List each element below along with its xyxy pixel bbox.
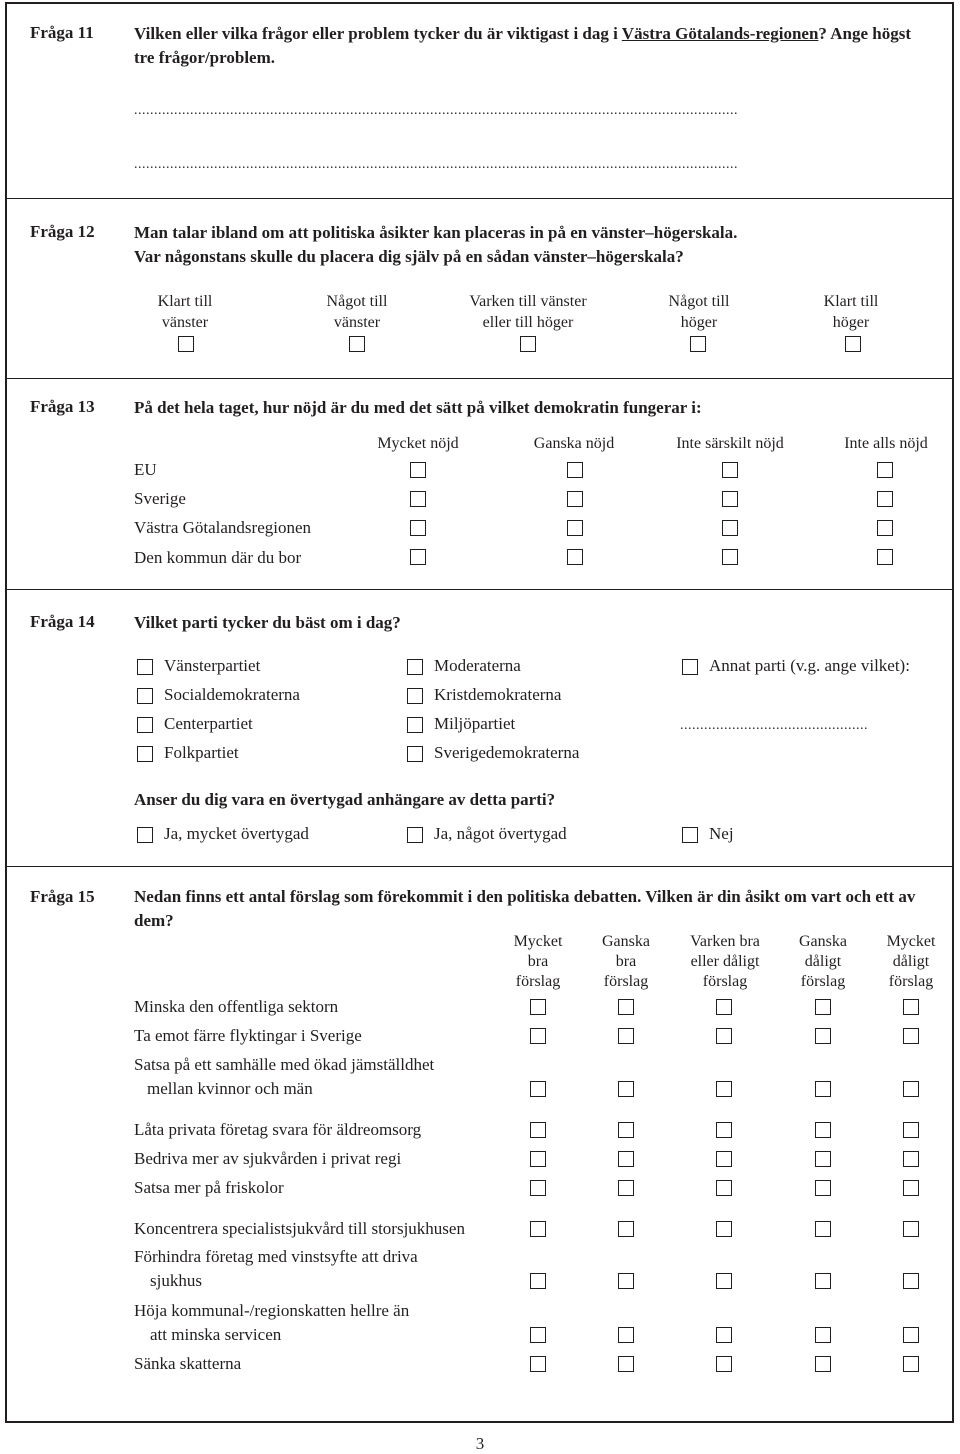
q15-checkbox[interactable] <box>618 1180 634 1196</box>
q13-checkbox[interactable] <box>877 520 893 536</box>
q15-checkbox[interactable] <box>815 1273 831 1289</box>
q12-checkbox-nagot-vanster[interactable] <box>349 336 365 352</box>
party-label: Miljöpartiet <box>434 714 516 733</box>
q13-checkbox[interactable] <box>722 462 738 478</box>
q13-checkbox[interactable] <box>567 549 583 565</box>
q15-checkbox[interactable] <box>530 1081 546 1097</box>
q15-checkbox[interactable] <box>716 999 732 1015</box>
q15-checkbox[interactable] <box>903 1081 919 1097</box>
q14-checkbox-socialdemokraterna[interactable] <box>137 688 153 704</box>
q13-checkbox[interactable] <box>877 462 893 478</box>
q14-checkbox-annat-parti[interactable] <box>682 659 698 675</box>
q15-checkbox[interactable] <box>530 1028 546 1044</box>
q15-row-label: Sänka skatterna <box>134 1354 242 1373</box>
q15-row-label: Koncentrera specialistsjukvård till storsjukhusen <box>134 1219 465 1238</box>
followup-option-label: Ja, mycket övertygad <box>164 824 309 843</box>
q15-checkbox[interactable] <box>530 1327 546 1343</box>
q15-checkbox[interactable] <box>618 999 634 1015</box>
q13-checkbox[interactable] <box>722 520 738 536</box>
divider <box>5 589 954 590</box>
q15-col-mycket-daligt: Mycket dåligt förslag <box>886 933 936 990</box>
q15-checkbox[interactable] <box>716 1180 732 1196</box>
q15-row-label: Bedriva mer av sjukvården i privat regi <box>134 1149 402 1168</box>
q15-checkbox[interactable] <box>618 1081 634 1097</box>
q15-checkbox[interactable] <box>815 1180 831 1196</box>
q15-row-label: Förhindra företag med vinstsyfte att driva <box>134 1247 418 1266</box>
q14-checkbox-kristdemokraterna[interactable] <box>407 688 423 704</box>
q11-answer-line-2[interactable]: ....................................................................................................................................................... <box>134 157 738 172</box>
q13-col-inte-sarskilt-nojd: Inte särskilt nöjd <box>676 435 784 452</box>
q15-checkbox[interactable] <box>903 1273 919 1289</box>
q13-col-ganska-nojd: Ganska nöjd <box>533 435 615 452</box>
q15-col-mycket-bra: Mycket bra förslag <box>513 933 563 990</box>
q13-checkbox[interactable] <box>722 549 738 565</box>
q13-text: På det hela taget, hur nöjd är du med det sätt på vilket demokratin fungerar i: <box>134 398 702 417</box>
q12-checkbox-klart-hoger[interactable] <box>845 336 861 352</box>
party-label: Kristdemokraterna <box>434 685 562 704</box>
q15-checkbox[interactable] <box>530 1151 546 1167</box>
q15-col-varken: Varken bra eller dåligt förslag <box>690 933 760 990</box>
q15-checkbox[interactable] <box>815 1221 831 1237</box>
q15-checkbox[interactable] <box>716 1356 732 1372</box>
q14-checkbox-folkpartiet[interactable] <box>137 746 153 762</box>
q13-row-label: Västra Götalandsregionen <box>134 518 312 537</box>
q15-col-ganska-daligt: Ganska dåligt förslag <box>799 933 847 990</box>
q15-checkbox[interactable] <box>716 1151 732 1167</box>
q14-checkbox-moderaterna[interactable] <box>407 659 423 675</box>
q14-checkbox-centerpartiet[interactable] <box>137 717 153 733</box>
q11-text-part1: Vilken eller vilka frågor eller problem tycker du är viktigast i dag i <box>134 24 622 43</box>
q15-checkbox[interactable] <box>903 1180 919 1196</box>
party-label: Centerpartiet <box>164 714 253 733</box>
divider <box>5 378 954 379</box>
q14-checkbox-sverigedemokraterna[interactable] <box>407 746 423 762</box>
q13-checkbox[interactable] <box>722 491 738 507</box>
q15-checkbox[interactable] <box>618 1356 634 1372</box>
q15-checkbox[interactable] <box>903 1221 919 1237</box>
q11-text-part2: ? Ange högst tre frågor/problem. <box>134 24 911 67</box>
q12-scale-1-label: Klart till vänster <box>157 293 213 331</box>
q13-col-inte-alls-nojd: Inte alls nöjd <box>844 435 928 452</box>
q14-checkbox-mycket-overtygad[interactable] <box>137 827 153 843</box>
q11-answer-line-1[interactable]: ....................................................................................................................................................... <box>134 103 738 118</box>
q12-scale-2-label: Något till vänster <box>326 293 388 331</box>
q15-checkbox[interactable] <box>618 1122 634 1138</box>
q15-checkbox[interactable] <box>815 1356 831 1372</box>
followup-option-label: Ja, något övertygad <box>434 824 567 843</box>
q12-scale-4-label: Något till höger <box>668 293 730 331</box>
q13-col-mycket-nojd: Mycket nöjd <box>377 435 459 452</box>
q13-row-label: EU <box>134 460 157 479</box>
q13-checkbox[interactable] <box>410 462 426 478</box>
q13-checkbox[interactable] <box>410 520 426 536</box>
q13-checkbox[interactable] <box>877 491 893 507</box>
q11-text <box>134 22 924 70</box>
q15-checkbox[interactable] <box>618 1151 634 1167</box>
q14-other-input[interactable]: ............................................... <box>680 718 868 733</box>
q15-row-label: Ta emot färre flyktingar i Sverige <box>134 1026 362 1045</box>
divider <box>5 198 954 199</box>
q11-label: Fråga 11 <box>30 23 94 42</box>
q12-scale-5-label: Klart till höger <box>823 293 879 331</box>
q14-checkbox-nagot-overtygad[interactable] <box>407 827 423 843</box>
page-number: 3 <box>475 1434 485 1453</box>
q12-checkbox-varken[interactable] <box>520 336 536 352</box>
q15-checkbox[interactable] <box>618 1273 634 1289</box>
q13-checkbox[interactable] <box>410 549 426 565</box>
q13-checkbox[interactable] <box>567 491 583 507</box>
q15-checkbox[interactable] <box>815 1327 831 1343</box>
q12-checkbox-klart-vanster[interactable] <box>178 336 194 352</box>
q11-text-region: Västra Götalands-regionen <box>621 24 819 43</box>
q14-checkbox-vansterpartiet[interactable] <box>137 659 153 675</box>
q15-row-label: Minska den offentliga sektorn <box>134 997 339 1016</box>
q15-checkbox[interactable] <box>815 1081 831 1097</box>
q15-checkbox[interactable] <box>716 1122 732 1138</box>
q15-checkbox[interactable] <box>815 1028 831 1044</box>
party-label: Sverigedemokraterna <box>434 743 580 762</box>
q14-label: Fråga 14 <box>30 612 95 631</box>
q12-line2: Var någonstans skulle du placera dig själv på en sådan vänster–högerskala? <box>134 247 684 266</box>
q14-other-label: Annat parti (v.g. ange vilket): <box>709 656 910 675</box>
q15-checkbox[interactable] <box>530 999 546 1015</box>
q15-checkbox[interactable] <box>903 1122 919 1138</box>
divider <box>5 866 954 867</box>
q13-row-label: Sverige <box>134 489 186 508</box>
q15-row-label: Satsa mer på friskolor <box>134 1178 284 1197</box>
q13-checkbox[interactable] <box>410 491 426 507</box>
q15-checkbox[interactable] <box>815 1122 831 1138</box>
q15-checkbox[interactable] <box>716 1327 732 1343</box>
followup-option-label: Nej <box>709 824 734 843</box>
q12-line1: Man talar ibland om att politiska åsikter kan placeras in på en vänster–högerskala. <box>134 223 738 242</box>
q15-checkbox[interactable] <box>530 1180 546 1196</box>
q14-followup: Anser du dig vara en övertygad anhängare av detta parti? <box>134 790 556 809</box>
q15-row-label: Låta privata företag svara för äldreomsorg <box>134 1120 422 1139</box>
q15-checkbox[interactable] <box>903 1356 919 1372</box>
q15-checkbox[interactable] <box>530 1122 546 1138</box>
party-label: Moderaterna <box>434 656 521 675</box>
q15-checkbox[interactable] <box>618 1028 634 1044</box>
q15-row-label: sjukhus <box>150 1271 202 1290</box>
q15-checkbox[interactable] <box>815 999 831 1015</box>
q15-checkbox[interactable] <box>815 1151 831 1167</box>
party-label: Folkpartiet <box>164 743 239 762</box>
q15-row-label: att minska servicen <box>150 1325 282 1344</box>
q15-checkbox[interactable] <box>716 1081 732 1097</box>
q15-row-label: Satsa på ett samhälle med ökad jämställdhet <box>134 1055 435 1074</box>
q14-text: Vilket parti tycker du bäst om i dag? <box>134 613 401 632</box>
q15-checkbox[interactable] <box>903 1327 919 1343</box>
q15-checkbox[interactable] <box>530 1221 546 1237</box>
q15-checkbox[interactable] <box>716 1273 732 1289</box>
questionnaire-frame <box>5 2 954 1423</box>
q15-checkbox[interactable] <box>903 999 919 1015</box>
q13-checkbox[interactable] <box>567 520 583 536</box>
q15-label: Fråga 15 <box>30 887 95 906</box>
q15-checkbox[interactable] <box>716 1221 732 1237</box>
q13-label: Fråga 13 <box>30 397 95 416</box>
party-label: Socialdemokraterna <box>164 685 300 704</box>
q15-checkbox[interactable] <box>618 1221 634 1237</box>
q12-label: Fråga 12 <box>30 222 95 241</box>
q15-checkbox[interactable] <box>618 1327 634 1343</box>
q15-row-label: Höja kommunal-/regionskatten hellre än <box>134 1301 410 1320</box>
q13-row-label: Den kommun där du bor <box>134 548 302 567</box>
q15-text: Nedan finns ett antal förslag som förekommit i den politiska debatten. Vilken är din åsikt om vart och ett av dem? <box>134 887 916 930</box>
q14-checkbox-miljopartiet[interactable] <box>407 717 423 733</box>
q12-checkbox-nagot-hoger[interactable] <box>690 336 706 352</box>
q15-checkbox[interactable] <box>903 1028 919 1044</box>
q15-row-label: mellan kvinnor och män <box>147 1079 313 1098</box>
q14-checkbox-nej[interactable] <box>682 827 698 843</box>
q13-checkbox[interactable] <box>877 549 893 565</box>
q15-checkbox[interactable] <box>716 1028 732 1044</box>
q12-scale-3-label: Varken till vänster eller till höger <box>469 293 587 331</box>
q15-checkbox[interactable] <box>530 1356 546 1372</box>
q13-checkbox[interactable] <box>567 462 583 478</box>
party-label: Vänsterpartiet <box>164 656 261 675</box>
q15-checkbox[interactable] <box>903 1151 919 1167</box>
q15-col-ganska-bra: Ganska bra förslag <box>602 933 650 990</box>
q15-checkbox[interactable] <box>530 1273 546 1289</box>
